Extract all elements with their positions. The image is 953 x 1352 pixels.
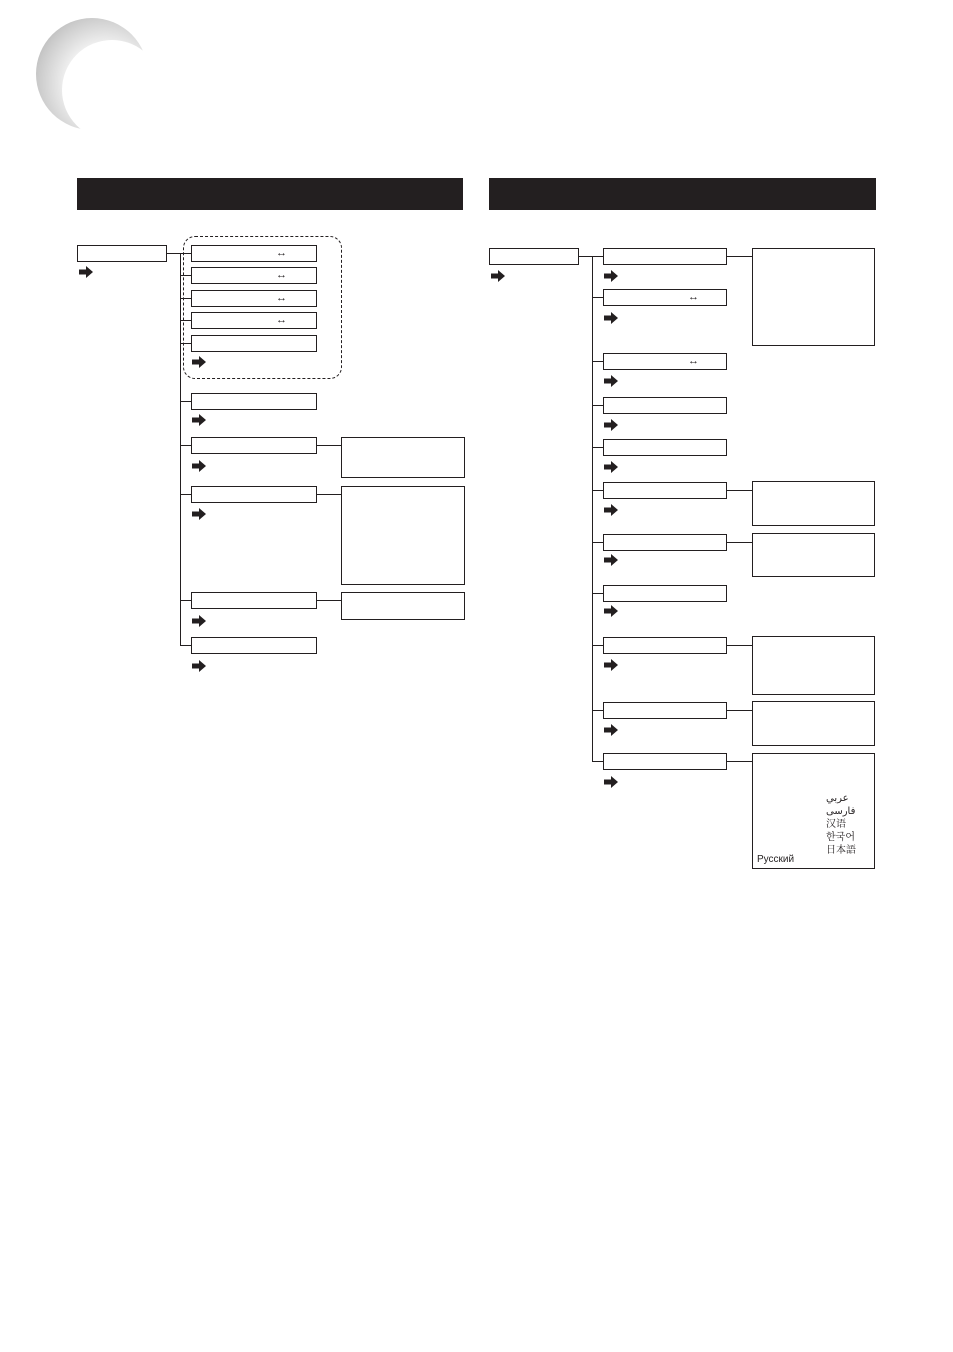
right-arrow-icon (192, 356, 206, 368)
left-item-1 (191, 245, 317, 262)
left-item-8-options (341, 486, 465, 585)
right-arrow-icon (604, 659, 618, 671)
right-arrow-icon (192, 414, 206, 426)
right-section-header (489, 178, 876, 210)
right-arrow-icon (604, 312, 618, 324)
left-section-header (77, 178, 463, 210)
left-item-4 (191, 312, 317, 329)
left-item-9-options (341, 592, 465, 620)
right-arrow-icon (604, 724, 618, 736)
language-list (826, 792, 856, 857)
page-corner-emblem-cutout (62, 40, 162, 140)
left-item-10 (191, 637, 317, 654)
right-item-10-options (752, 701, 875, 746)
left-item-3 (191, 290, 317, 307)
right-item-2 (603, 289, 727, 306)
double-arrow-icon: ↔ (688, 291, 699, 303)
left-item-5 (191, 335, 317, 352)
right-item-7-options (752, 533, 875, 577)
left-item-7 (191, 437, 317, 454)
language-chinese: 汉语 (826, 819, 846, 830)
right-arrow-icon (604, 461, 618, 473)
language-arabic: عربي (826, 793, 849, 804)
right-arrow-icon (604, 605, 618, 617)
right-item-1 (603, 248, 727, 265)
language-persian: فارسی (826, 806, 856, 817)
right-arrow-icon (604, 270, 618, 282)
right-item-1-options (752, 248, 875, 346)
right-arrow-icon (604, 554, 618, 566)
language-japanese: 日本語 (826, 845, 856, 856)
right-item-5 (603, 439, 727, 456)
right-arrow-icon (604, 419, 618, 431)
right-item-9 (603, 637, 727, 654)
left-item-7-options (341, 437, 465, 478)
right-item-9-options (752, 636, 875, 695)
right-arrow-icon (192, 508, 206, 520)
right-item-8 (603, 585, 727, 602)
right-arrow-icon (491, 270, 505, 282)
right-arrow-icon (604, 776, 618, 788)
left-item-9 (191, 592, 317, 609)
left-item-2 (191, 267, 317, 284)
right-arrow-icon (79, 266, 93, 278)
right-item-6 (603, 482, 727, 499)
right-item-7 (603, 534, 727, 551)
double-arrow-icon: ↔ (276, 247, 287, 259)
double-arrow-icon: ↔ (276, 314, 287, 326)
right-arrow-icon (192, 460, 206, 472)
right-arrow-icon (604, 504, 618, 516)
right-arrow-icon (604, 375, 618, 387)
double-arrow-icon: ↔ (688, 355, 699, 367)
language-options-box (752, 753, 875, 869)
left-root-item (77, 245, 167, 262)
language-korean: 한국어 (826, 832, 855, 843)
right-root-item (489, 248, 579, 265)
right-arrow-icon (192, 660, 206, 672)
language-russian: Русский (757, 854, 795, 865)
right-item-11-language (603, 753, 727, 770)
double-arrow-icon: ↔ (276, 292, 287, 304)
left-item-6 (191, 393, 317, 410)
double-arrow-icon: ↔ (276, 269, 287, 281)
right-item-4 (603, 397, 727, 414)
right-arrow-icon (192, 615, 206, 627)
right-item-10 (603, 702, 727, 719)
left-item-8 (191, 486, 317, 503)
right-item-3 (603, 353, 727, 370)
right-item-6-options (752, 481, 875, 526)
